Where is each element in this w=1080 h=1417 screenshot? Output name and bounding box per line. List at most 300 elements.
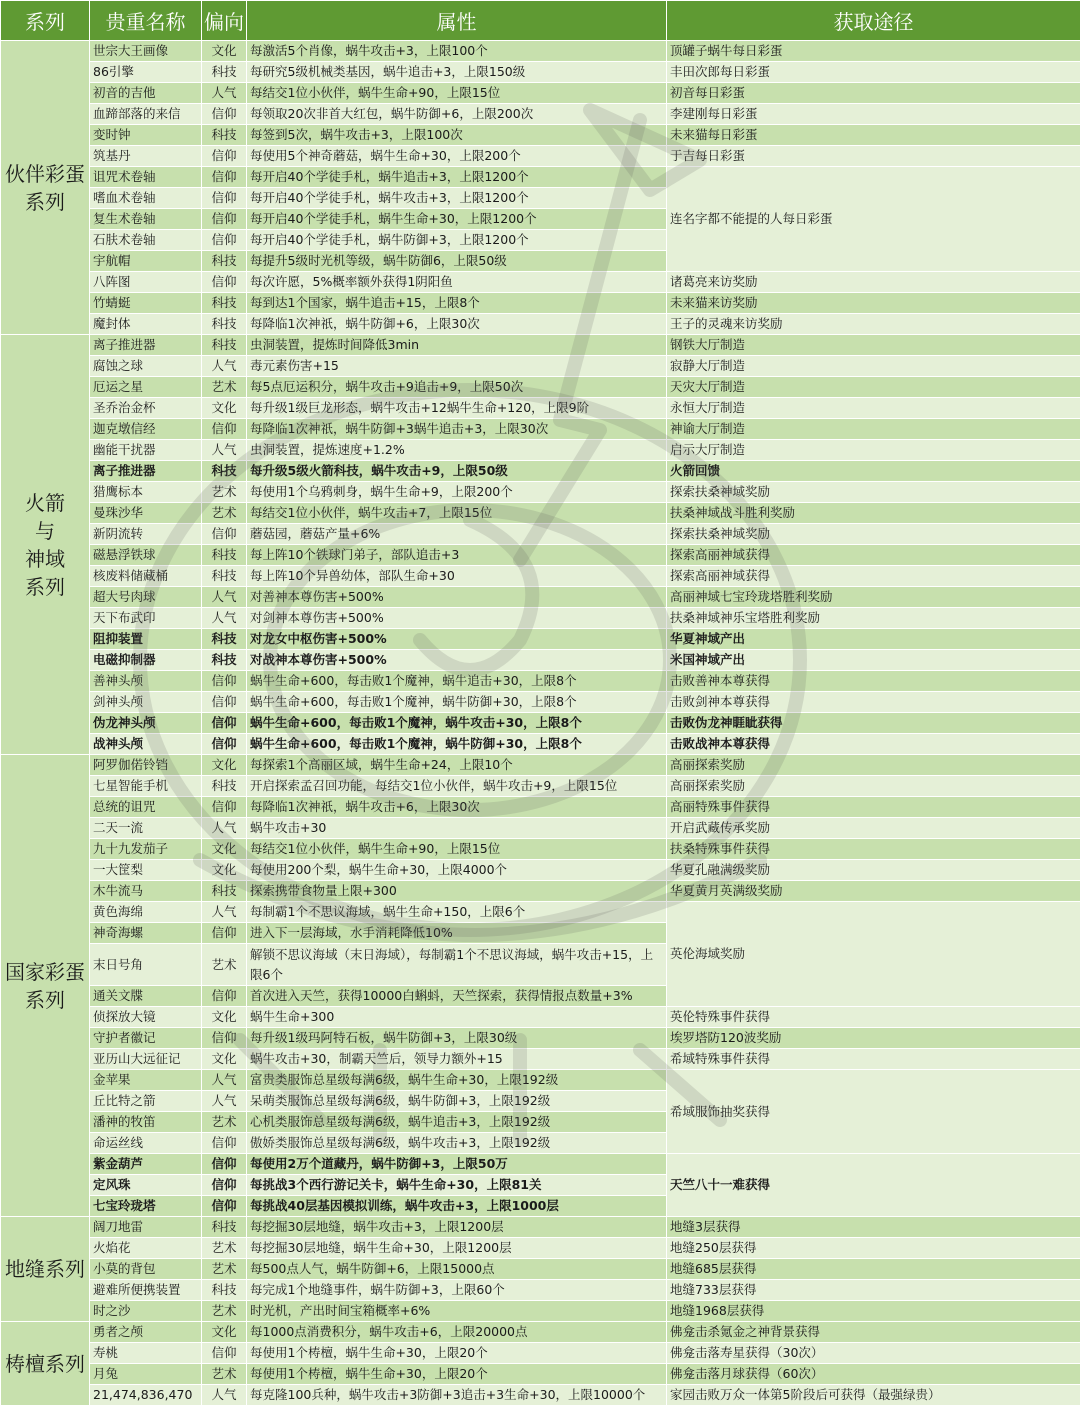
item-direction: 信仰 <box>202 524 247 545</box>
item-source: 开启武藏传承奖励 <box>667 818 1080 839</box>
item-name: 总统的诅咒 <box>90 797 202 818</box>
item-direction: 艺术 <box>202 1112 247 1133</box>
table-row <box>1 755 1080 776</box>
item-source: 顶罐子蜗牛每日彩蛋 <box>667 41 1080 62</box>
item-source: 地缝250层获得 <box>667 1238 1080 1259</box>
item-attribute: 开启探索孟召回功能，每结交1位小伙伴，蜗牛攻击+9，上限15位 <box>247 776 667 797</box>
item-direction: 艺术 <box>202 1301 247 1322</box>
item-name: 寿桃 <box>90 1343 202 1364</box>
table-header <box>1 1 1080 41</box>
item-source: 探索高丽神域获得 <box>667 566 1080 587</box>
item-name: 紫金葫芦 <box>90 1154 202 1175</box>
table-row <box>1 503 1080 524</box>
table-row <box>1 1007 1080 1028</box>
item-name: 变时钟 <box>90 125 202 146</box>
table-row <box>1 83 1080 104</box>
item-name: 猎鹰标本 <box>90 482 202 503</box>
item-attribute: 每激活5个肖像，蜗牛攻击+3，上限100个 <box>247 41 667 62</box>
item-name: 月兔 <box>90 1364 202 1385</box>
item-direction: 科技 <box>202 251 247 272</box>
item-source: 希域服饰抽奖获得 <box>667 1070 1080 1154</box>
item-attribute: 虫洞装置，提炼速度+1.2% <box>247 440 667 461</box>
item-source: 击败剑神本尊获得 <box>667 692 1080 713</box>
item-attribute: 探索携带食物量上限+300 <box>247 881 667 902</box>
table-row <box>1 1322 1080 1343</box>
table-row <box>1 1238 1080 1259</box>
table-row <box>1 587 1080 608</box>
item-attribute: 呆萌类服饰总星级每满6级，蜗牛防御+3，上限192级 <box>247 1091 667 1112</box>
item-attribute: 每升级5级火箭科技，蜗牛攻击+9，上限50级 <box>247 461 667 482</box>
item-name: 复生术卷轴 <box>90 209 202 230</box>
item-source: 英伦特殊事件获得 <box>667 1007 1080 1028</box>
item-source: 神谕大厅制造 <box>667 419 1080 440</box>
item-direction: 科技 <box>202 650 247 671</box>
table-row <box>1 776 1080 797</box>
series-label: 伙伴彩蛋 系列 <box>1 41 90 335</box>
item-source: 华夏黄月英满级奖励 <box>667 881 1080 902</box>
table-row <box>1 839 1080 860</box>
item-name: 侦探放大镜 <box>90 1007 202 1028</box>
item-attribute: 每降临1次神祇，蜗牛防御+3蜗牛追击+3，上限30次 <box>247 419 667 440</box>
item-name: 九十九发茄子 <box>90 839 202 860</box>
item-name: 阔刀地雷 <box>90 1217 202 1238</box>
item-direction: 文化 <box>202 1049 247 1070</box>
item-direction: 科技 <box>202 1280 247 1301</box>
item-name: 曼珠沙华 <box>90 503 202 524</box>
item-attribute: 蜗牛生命+300 <box>247 1007 667 1028</box>
table-row <box>1 545 1080 566</box>
item-direction: 信仰 <box>202 692 247 713</box>
item-source: 高丽探索奖励 <box>667 755 1080 776</box>
table-row <box>1 566 1080 587</box>
item-source: 天竺八十一难获得 <box>667 1154 1080 1217</box>
table-row <box>1 629 1080 650</box>
item-source: 埃罗塔防120波奖励 <box>667 1028 1080 1049</box>
item-direction: 人气 <box>202 587 247 608</box>
item-name: 石肤术卷轴 <box>90 230 202 251</box>
item-attribute: 每升级1级玛阿特石板，蜗牛防御+3，上限30级 <box>247 1028 667 1049</box>
item-direction: 信仰 <box>202 923 247 944</box>
item-direction: 信仰 <box>202 1028 247 1049</box>
item-direction: 文化 <box>202 1322 247 1343</box>
item-name: 神奇海螺 <box>90 923 202 944</box>
item-attribute: 每使用1个乌鸦刺身，蜗牛生命+9，上限200个 <box>247 482 667 503</box>
item-attribute: 每开启40个学徒手札，蜗牛攻击+3，上限1200个 <box>247 188 667 209</box>
item-direction: 科技 <box>202 461 247 482</box>
table-row <box>1 692 1080 713</box>
header-source: 获取途径 <box>667 1 1080 41</box>
item-name: 86引擎 <box>90 62 202 83</box>
item-attribute: 每挑战40层基因模拟训练，蜗牛攻击+3，上限1000层 <box>247 1196 667 1217</box>
item-name: 21,474,836,470 <box>90 1385 202 1406</box>
item-direction: 信仰 <box>202 167 247 188</box>
item-name: 离子推进器 <box>90 335 202 356</box>
item-attribute: 每开启40个学徒手札，蜗牛追击+3，上限1200个 <box>247 167 667 188</box>
table-row <box>1 1028 1080 1049</box>
item-attribute: 每挖掘30层地缝，蜗牛生命+30，上限1200层 <box>247 1238 667 1259</box>
item-direction: 科技 <box>202 125 247 146</box>
item-source: 初音每日彩蛋 <box>667 83 1080 104</box>
item-attribute: 每挖掘30层地缝，蜗牛攻击+3，上限1200层 <box>247 1217 667 1238</box>
item-name: 磁悬浮铁球 <box>90 545 202 566</box>
item-attribute: 每制霸1个不思议海域，蜗牛生命+150，上限6个 <box>247 902 667 923</box>
item-source: 华夏孔融满级奖励 <box>667 860 1080 881</box>
item-name: 筑基丹 <box>90 146 202 167</box>
item-source: 于吉每日彩蛋 <box>667 146 1080 167</box>
table-row <box>1 482 1080 503</box>
table-row <box>1 1154 1080 1175</box>
table-row <box>1 1343 1080 1364</box>
table-row <box>1 293 1080 314</box>
item-attribute: 每升级1级巨龙形态，蜗牛攻击+12蜗牛生命+120，上限9阶 <box>247 398 667 419</box>
item-name: 丘比特之箭 <box>90 1091 202 1112</box>
item-attribute: 蜗牛生命+600，每击败1个魔神，蜗牛防御+30，上限8个 <box>247 734 667 755</box>
item-direction: 文化 <box>202 755 247 776</box>
item-source: 扶桑神域战斗胜利奖励 <box>667 503 1080 524</box>
item-source: 地缝733层获得 <box>667 1280 1080 1301</box>
item-attribute: 每研究5级机械类基因，蜗牛追击+3，上限150级 <box>247 62 667 83</box>
item-direction: 科技 <box>202 314 247 335</box>
item-source: 扶桑特殊事件获得 <box>667 839 1080 860</box>
item-direction: 信仰 <box>202 734 247 755</box>
item-attribute: 每上阵10个异兽幼体，部队生命+30 <box>247 566 667 587</box>
item-direction: 艺术 <box>202 503 247 524</box>
item-name: 天下布武印 <box>90 608 202 629</box>
item-name: 七宝玲珑塔 <box>90 1196 202 1217</box>
item-direction: 人气 <box>202 608 247 629</box>
table-row <box>1 671 1080 692</box>
item-direction: 信仰 <box>202 209 247 230</box>
item-direction: 艺术 <box>202 1238 247 1259</box>
item-attribute: 每开启40个学徒手札，蜗牛生命+30，上限1200个 <box>247 209 667 230</box>
item-name: 阻抑装置 <box>90 629 202 650</box>
item-attribute: 富贵类服饰总星级每满6级，蜗牛生命+30，上限192级 <box>247 1070 667 1091</box>
item-name: 时之沙 <box>90 1301 202 1322</box>
item-name: 善神头颅 <box>90 671 202 692</box>
item-name: 伪龙神头颅 <box>90 713 202 734</box>
table-row <box>1 524 1080 545</box>
series-label: 火箭 与 神域 系列 <box>1 335 90 755</box>
item-source: 永恒大厅制造 <box>667 398 1080 419</box>
item-direction: 人气 <box>202 818 247 839</box>
item-direction: 信仰 <box>202 986 247 1007</box>
table-row <box>1 1364 1080 1385</box>
item-attribute: 每提升5级时光机等级，蜗牛防御6，上限50级 <box>247 251 667 272</box>
table-row <box>1 335 1080 356</box>
item-attribute: 时光机，产出时间宝箱概率+6% <box>247 1301 667 1322</box>
header-series: 系列 <box>1 1 90 41</box>
item-name: 核废料储藏桶 <box>90 566 202 587</box>
item-source: 高丽探索奖励 <box>667 776 1080 797</box>
item-direction: 人气 <box>202 1385 247 1406</box>
item-source: 希域特殊事件获得 <box>667 1049 1080 1070</box>
item-source: 高丽神域七宝玲珑塔胜利奖励 <box>667 587 1080 608</box>
item-attribute: 进入下一层海域，水手消耗降低10% <box>247 923 667 944</box>
item-direction: 艺术 <box>202 1259 247 1280</box>
item-attribute: 每5点厄运积分，蜗牛攻击+9追击+9，上限50次 <box>247 377 667 398</box>
item-attribute: 对战神本尊伤害+500% <box>247 650 667 671</box>
item-direction: 文化 <box>202 1007 247 1028</box>
item-name: 亚历山大远征记 <box>90 1049 202 1070</box>
item-direction: 人气 <box>202 902 247 923</box>
table-row <box>1 881 1080 902</box>
item-source: 钢铁大厅制造 <box>667 335 1080 356</box>
table-row <box>1 1259 1080 1280</box>
item-direction: 信仰 <box>202 146 247 167</box>
table-row <box>1 146 1080 167</box>
table-row <box>1 398 1080 419</box>
item-attribute: 每领取20次非首大红包，蜗牛防御+6，上限200次 <box>247 104 667 125</box>
item-name: 避难所便携装置 <box>90 1280 202 1301</box>
item-name: 火焰花 <box>90 1238 202 1259</box>
table-row <box>1 377 1080 398</box>
table-row <box>1 818 1080 839</box>
item-name: 厄运之星 <box>90 377 202 398</box>
series-label: 地缝系列 <box>1 1217 90 1322</box>
item-name: 新阴流转 <box>90 524 202 545</box>
item-direction: 科技 <box>202 629 247 650</box>
header-attribute: 属性 <box>247 1 667 41</box>
item-source: 击败伪龙神睚眦获得 <box>667 713 1080 734</box>
table-row <box>1 734 1080 755</box>
item-name: 魔封体 <box>90 314 202 335</box>
item-source: 英伦海域奖励 <box>667 902 1080 1007</box>
table-row <box>1 1049 1080 1070</box>
item-direction: 科技 <box>202 545 247 566</box>
item-name: 守护者徽记 <box>90 1028 202 1049</box>
item-direction: 信仰 <box>202 1343 247 1364</box>
item-name: 腐蚀之球 <box>90 356 202 377</box>
item-source: 地缝685层获得 <box>667 1259 1080 1280</box>
table-row <box>1 797 1080 818</box>
item-attribute: 每结交1位小伙伴，蜗牛攻击+7，上限15位 <box>247 503 667 524</box>
item-name: 定风珠 <box>90 1175 202 1196</box>
item-name: 二天一流 <box>90 818 202 839</box>
item-source: 家园击败万众一体第5阶段后可获得（最强绿贵） <box>667 1385 1080 1406</box>
item-attribute: 每1000点消费积分，蜗牛攻击+6，上限20000点 <box>247 1322 667 1343</box>
item-direction: 信仰 <box>202 797 247 818</box>
item-attribute: 每次许愿，5%概率额外获得1阴阳鱼 <box>247 272 667 293</box>
item-attribute: 首次进入天竺，获得10000白蝌蚪，天竺探索，获得情报点数量+3% <box>247 986 667 1007</box>
item-name: 嗜血术卷轴 <box>90 188 202 209</box>
item-direction: 艺术 <box>202 1364 247 1385</box>
item-attribute: 解锁不思议海域（末日海域），每制霸1个不思议海域，蜗牛攻击+15，上限6个 <box>247 944 667 986</box>
item-direction: 信仰 <box>202 1154 247 1175</box>
table-row <box>1 650 1080 671</box>
item-source: 李建刚每日彩蛋 <box>667 104 1080 125</box>
item-name: 一大筐梨 <box>90 860 202 881</box>
item-name: 勇者之颅 <box>90 1322 202 1343</box>
item-source: 未来猫每日彩蛋 <box>667 125 1080 146</box>
table-row <box>1 1280 1080 1301</box>
item-source: 寂静大厅制造 <box>667 356 1080 377</box>
item-source: 米国神域产出 <box>667 650 1080 671</box>
item-attribute: 每降临1次神祇，蜗牛攻击+6，上限30次 <box>247 797 667 818</box>
item-source: 丰田次郎每日彩蛋 <box>667 62 1080 83</box>
item-source: 佛龛击杀氪金之神背景获得 <box>667 1322 1080 1343</box>
item-attribute: 每完成1个地缝事件，蜗牛防御+3，上限60个 <box>247 1280 667 1301</box>
item-attribute: 每使用1个梼檀，蜗牛生命+30，上限20个 <box>247 1343 667 1364</box>
item-name: 迦克墩信经 <box>90 419 202 440</box>
item-direction: 信仰 <box>202 230 247 251</box>
item-attribute: 心机类服饰总星级每满6级，蜗牛追击+3，上限192级 <box>247 1112 667 1133</box>
item-source: 探索扶桑神域奖励 <box>667 524 1080 545</box>
item-attribute: 蜗牛攻击+30，制霸天竺后，领导力额外+15 <box>247 1049 667 1070</box>
item-source: 天灾大厅制造 <box>667 377 1080 398</box>
table-body <box>1 41 1080 1406</box>
item-source: 连名字都不能提的人每日彩蛋 <box>667 167 1080 272</box>
item-source: 扶桑神域神乐宝塔胜利奖励 <box>667 608 1080 629</box>
table-row <box>1 314 1080 335</box>
item-name: 诅咒术卷轴 <box>90 167 202 188</box>
item-direction: 信仰 <box>202 419 247 440</box>
item-name: 七星智能手机 <box>90 776 202 797</box>
item-direction: 人气 <box>202 356 247 377</box>
table-row <box>1 860 1080 881</box>
table-row <box>1 1385 1080 1406</box>
table-row <box>1 41 1080 62</box>
item-name: 电磁抑制器 <box>90 650 202 671</box>
item-attribute: 每探索1个高丽区域，蜗牛生命+24，上限10个 <box>247 755 667 776</box>
item-direction: 艺术 <box>202 377 247 398</box>
table-row <box>1 1070 1080 1091</box>
item-attribute: 每结交1位小伙伴，蜗牛生命+90，上限15位 <box>247 839 667 860</box>
item-direction: 人气 <box>202 1070 247 1091</box>
item-direction: 科技 <box>202 566 247 587</box>
table-row <box>1 125 1080 146</box>
table-row <box>1 272 1080 293</box>
item-attribute: 每降临1次神祇，蜗牛防御+6，上限30次 <box>247 314 667 335</box>
item-direction: 信仰 <box>202 272 247 293</box>
item-direction: 科技 <box>202 335 247 356</box>
item-name: 八阵图 <box>90 272 202 293</box>
item-attribute: 每使用2万个道藏丹，蜗牛防御+3，上限50万 <box>247 1154 667 1175</box>
item-direction: 科技 <box>202 62 247 83</box>
item-name: 圣乔治金杯 <box>90 398 202 419</box>
item-attribute: 虫洞装置，提炼时间降低3min <box>247 335 667 356</box>
item-attribute: 每结交1位小伙伴，蜗牛生命+90，上限15位 <box>247 83 667 104</box>
item-attribute: 对善神本尊伤害+500% <box>247 587 667 608</box>
item-name: 剑神头颅 <box>90 692 202 713</box>
table-row <box>1 167 1080 188</box>
item-attribute: 每开启40个学徒手札，蜗牛防御+3，上限1200个 <box>247 230 667 251</box>
item-direction: 科技 <box>202 1217 247 1238</box>
item-direction: 科技 <box>202 881 247 902</box>
item-source: 启示大厅制造 <box>667 440 1080 461</box>
table-row <box>1 419 1080 440</box>
item-name: 金苹果 <box>90 1070 202 1091</box>
header-name: 贵重名称 <box>90 1 202 41</box>
item-name: 通关文牒 <box>90 986 202 1007</box>
item-source: 佛龛击落寿星获得（30次） <box>667 1343 1080 1364</box>
item-name: 血蹄部落的来信 <box>90 104 202 125</box>
item-name: 宇航帽 <box>90 251 202 272</box>
item-direction: 信仰 <box>202 1175 247 1196</box>
item-name: 初音的吉他 <box>90 83 202 104</box>
series-label: 梼檀系列 <box>1 1322 90 1406</box>
table-row <box>1 902 1080 923</box>
item-direction: 人气 <box>202 1091 247 1112</box>
table-row <box>1 461 1080 482</box>
item-direction: 科技 <box>202 293 247 314</box>
item-attribute: 每到达1个国家，蜗牛追击+15，上限8个 <box>247 293 667 314</box>
item-attribute: 毒元素伤害+15 <box>247 356 667 377</box>
item-name: 命运丝线 <box>90 1133 202 1154</box>
item-direction: 信仰 <box>202 1196 247 1217</box>
item-direction: 艺术 <box>202 482 247 503</box>
item-source: 诸葛亮来访奖励 <box>667 272 1080 293</box>
item-source: 地缝1968层获得 <box>667 1301 1080 1322</box>
item-attribute: 蘑菇园，蘑菇产量+6% <box>247 524 667 545</box>
item-direction: 文化 <box>202 41 247 62</box>
item-name: 小莫的背包 <box>90 1259 202 1280</box>
item-source: 高丽特殊事件获得 <box>667 797 1080 818</box>
item-name: 末日号角 <box>90 944 202 986</box>
item-source: 佛龛击落月球获得（60次） <box>667 1364 1080 1385</box>
item-name: 阿罗伽偌铃铛 <box>90 755 202 776</box>
item-direction: 科技 <box>202 776 247 797</box>
item-direction: 人气 <box>202 440 247 461</box>
item-name: 潘神的牧笛 <box>90 1112 202 1133</box>
item-name: 离子推进器 <box>90 461 202 482</box>
item-direction: 文化 <box>202 839 247 860</box>
item-direction: 信仰 <box>202 104 247 125</box>
item-attribute: 每签到5次，蜗牛攻击+3，上限100次 <box>247 125 667 146</box>
item-attribute: 每使用200个梨，蜗牛生命+30，上限4000个 <box>247 860 667 881</box>
table-row <box>1 608 1080 629</box>
item-source: 探索扶桑神域奖励 <box>667 482 1080 503</box>
item-source: 火箭回馈 <box>667 461 1080 482</box>
item-attribute: 蜗牛攻击+30 <box>247 818 667 839</box>
item-attribute: 每上阵10个铁球门弟子，部队追击+3 <box>247 545 667 566</box>
item-attribute: 傲娇类服饰总星级每满6级，蜗牛攻击+3，上限192级 <box>247 1133 667 1154</box>
item-attribute: 蜗牛生命+600，每击败1个魔神，蜗牛追击+30，上限8个 <box>247 671 667 692</box>
item-source: 探索高丽神域获得 <box>667 545 1080 566</box>
item-source: 击败战神本尊获得 <box>667 734 1080 755</box>
item-name: 世宗大王画像 <box>90 41 202 62</box>
item-attribute: 每500点人气，蜗牛防御+6，上限15000点 <box>247 1259 667 1280</box>
table-row <box>1 1301 1080 1322</box>
item-direction: 艺术 <box>202 944 247 986</box>
table-row <box>1 104 1080 125</box>
item-source: 地缝3层获得 <box>667 1217 1080 1238</box>
item-attribute: 蜗牛生命+600，每击败1个魔神，蜗牛防御+30，上限8个 <box>247 692 667 713</box>
item-attribute: 每使用1个梼檀，蜗牛生命+30，上限20个 <box>247 1364 667 1385</box>
item-name: 超大号肉球 <box>90 587 202 608</box>
item-attribute: 对龙女中枢伤害+500% <box>247 629 667 650</box>
series-label: 国家彩蛋 系列 <box>1 755 90 1217</box>
table-row <box>1 713 1080 734</box>
item-direction: 人气 <box>202 83 247 104</box>
table-row <box>1 356 1080 377</box>
item-direction: 信仰 <box>202 671 247 692</box>
item-direction: 信仰 <box>202 713 247 734</box>
item-direction: 信仰 <box>202 188 247 209</box>
item-name: 木牛流马 <box>90 881 202 902</box>
item-attribute: 对剑神本尊伤害+500% <box>247 608 667 629</box>
item-name: 黄色海绵 <box>90 902 202 923</box>
item-source: 王子的灵魂来访奖励 <box>667 314 1080 335</box>
item-name: 战神头颅 <box>90 734 202 755</box>
table-row <box>1 440 1080 461</box>
item-attribute: 每挑战3个西行游记关卡，蜗牛生命+30，上限81关 <box>247 1175 667 1196</box>
table-row <box>1 62 1080 83</box>
item-direction: 信仰 <box>202 1133 247 1154</box>
item-source: 华夏神域产出 <box>667 629 1080 650</box>
item-direction: 文化 <box>202 398 247 419</box>
item-attribute: 每克隆100兵种，蜗牛攻击+3防御+3追击+3生命+30，上限10000个 <box>247 1385 667 1406</box>
item-name: 幽能干扰器 <box>90 440 202 461</box>
